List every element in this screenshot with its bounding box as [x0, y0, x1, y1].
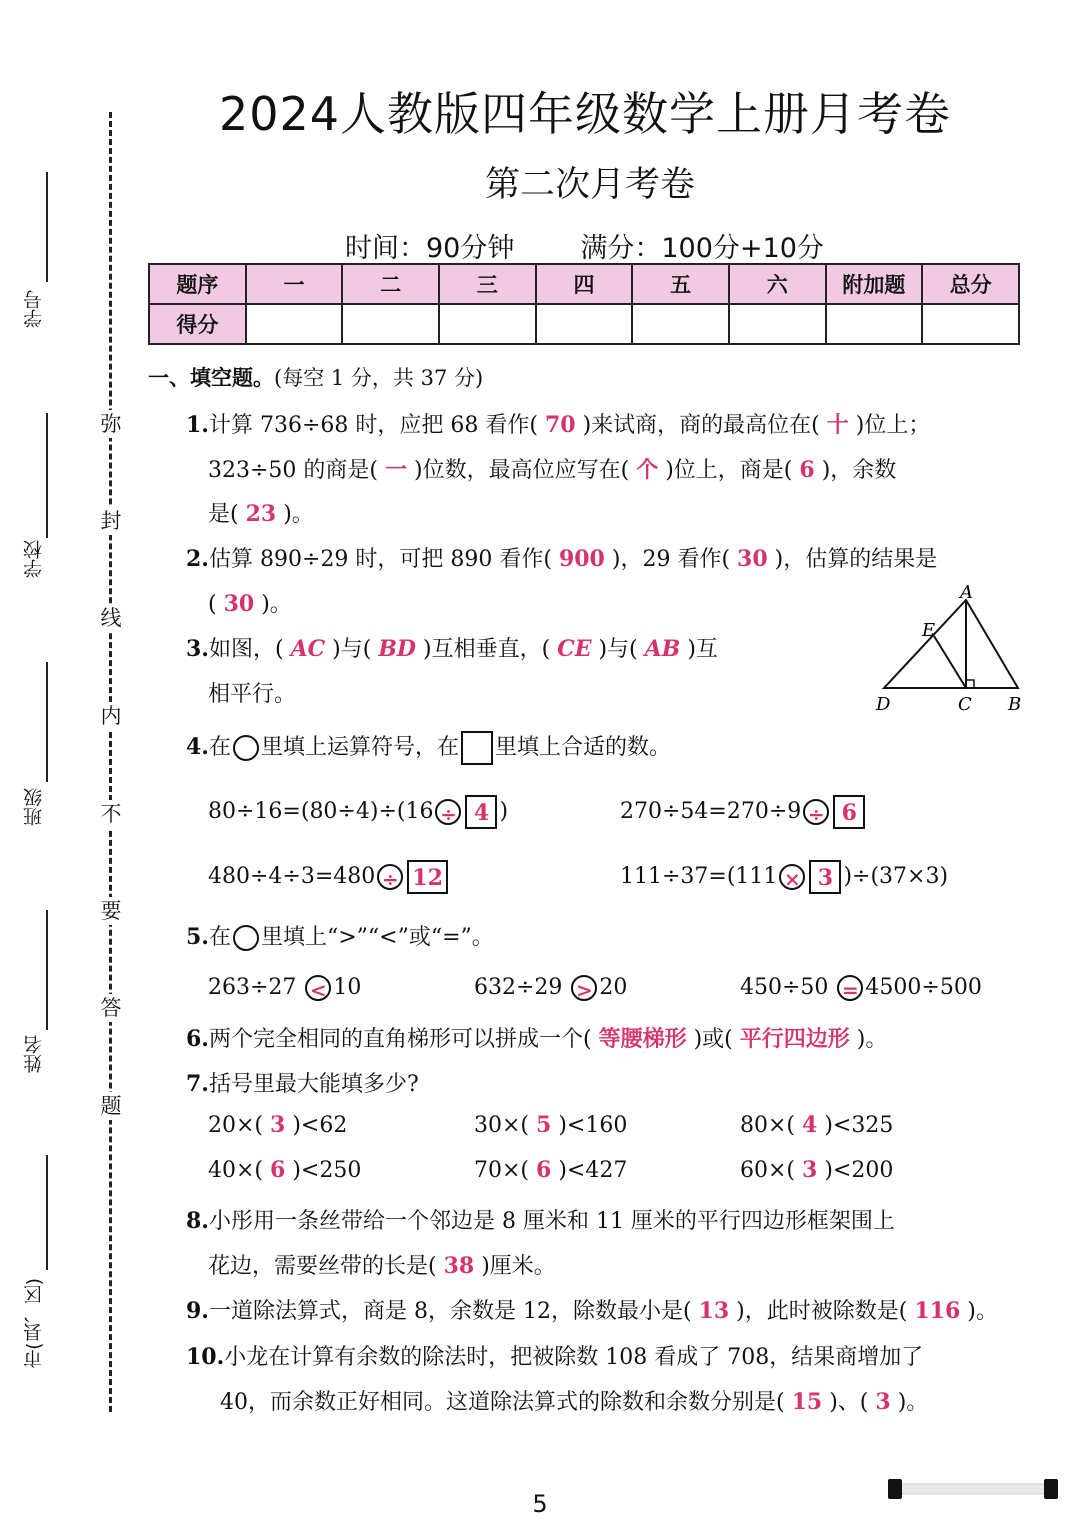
q7-post: )<160: [558, 1113, 628, 1138]
q3-text: )与(: [332, 637, 372, 662]
field-line-school: [46, 413, 48, 538]
exam-meta: [345, 226, 824, 265]
q5-cmp-2: [474, 975, 627, 1001]
field-label-name: 姓名: [23, 1035, 45, 1073]
q3-text: 相平行。: [208, 682, 297, 707]
score-cell[interactable]: [826, 304, 923, 344]
q5-expr: 20: [599, 975, 628, 1000]
score-cell[interactable]: [536, 304, 633, 344]
q7-pre: 20×(: [208, 1113, 264, 1138]
q2-text: )，29 看作(: [611, 547, 731, 572]
number-box[interactable]: 4: [465, 795, 497, 829]
q1-answer-5: 6: [799, 457, 815, 483]
q2-number: 2.: [186, 546, 209, 572]
q2-line-1: [186, 542, 937, 573]
q1-line-2: [208, 453, 896, 484]
q9-answer-1: 13: [698, 1298, 730, 1324]
page-subtitle: 第二次月考卷: [484, 165, 695, 205]
q6-text: 两个完全相同的直角梯形可以拼成一个(: [208, 1027, 592, 1052]
seal-char-5: 不: [97, 800, 125, 828]
score-header-cell: 六: [729, 264, 826, 304]
score-cell[interactable]: [439, 304, 536, 344]
q2-answer-1: 900: [558, 546, 605, 572]
q2-text: (: [208, 592, 217, 617]
q9-line-1: [186, 1294, 998, 1325]
q7-line-1: [186, 1067, 419, 1098]
q10-number: 10.: [186, 1344, 225, 1370]
field-line-name: [46, 910, 48, 1030]
q5-text: 在: [208, 925, 231, 950]
q4-expr: 480÷4÷3=480: [208, 864, 376, 889]
label-c: C: [958, 694, 972, 715]
score-table-score-row: [149, 304, 1019, 344]
q4-number: 4.: [186, 734, 209, 760]
score-header-cell: 题序: [149, 264, 246, 304]
q1-text: )。: [283, 502, 314, 527]
q7-text: 括号里最大能填多少?: [208, 1072, 419, 1097]
q5-line-1: [186, 920, 494, 951]
q2-line-2: [208, 587, 292, 618]
q7-post: )<200: [824, 1158, 894, 1183]
circle-icon: [233, 925, 259, 951]
q5-expr: 450÷50: [740, 975, 829, 1000]
q3-answer-4: AB: [644, 636, 681, 662]
q1-answer-6: 23: [245, 501, 277, 527]
q5-number: 5.: [186, 924, 209, 950]
q6-answer-2: 平行四边形: [739, 1026, 850, 1052]
operator-circle[interactable]: ×: [779, 864, 805, 890]
slider-handle-left[interactable]: [888, 1479, 902, 1499]
q8-text: )厘米。: [481, 1254, 556, 1279]
q1-text: 计算 736÷68 时，应把 68 看作(: [208, 413, 538, 438]
q2-answer-2: 30: [737, 546, 768, 572]
q5-expr: 632÷29: [474, 975, 563, 1000]
segment-ce: [934, 636, 966, 688]
score-cell[interactable]: [729, 304, 826, 344]
score-header-cell: 二: [342, 264, 439, 304]
q1-answer-4: 个: [636, 457, 659, 483]
seal-char-6: 要: [97, 897, 125, 925]
number-box[interactable]: 12: [407, 860, 448, 894]
q10-text: )、(: [829, 1390, 869, 1415]
q10-text: )。: [897, 1390, 929, 1415]
score-cell[interactable]: [922, 304, 1019, 344]
compare-circle[interactable]: >: [571, 975, 597, 1001]
q10-answer-2: 3: [875, 1389, 891, 1415]
q1-text: )来试商，商的最高位在(: [582, 413, 820, 438]
q9-text: )。: [967, 1299, 998, 1324]
q7-answer: 3: [802, 1157, 818, 1183]
q4-expr: ): [499, 799, 509, 824]
q7-post: )<250: [292, 1158, 362, 1183]
q7-number: 7.: [186, 1071, 209, 1097]
q6-line-1: [186, 1022, 887, 1053]
q6-number: 6.: [186, 1026, 209, 1052]
q9-answer-2: 116: [914, 1298, 961, 1324]
q1-line-1: [186, 408, 930, 439]
q4-line-1: [186, 730, 671, 765]
seal-char-7: 答: [97, 994, 125, 1022]
field-label-school: 学校: [23, 540, 45, 578]
q7-item: [474, 1157, 627, 1183]
q4-expr: 270÷54=270÷9: [620, 799, 802, 824]
q7-item: [740, 1112, 893, 1138]
q10-text: 小龙在计算有余数的除法时，把被除数 108 看成了 708，结果商增加了: [224, 1345, 924, 1370]
right-angle-mark: [966, 680, 974, 688]
seal-char-2: 封: [97, 507, 125, 535]
score-header-cell: 四: [536, 264, 633, 304]
q4-eq-2: [620, 795, 867, 829]
slider-handle-right[interactable]: [1044, 1479, 1058, 1499]
q7-item: [208, 1157, 361, 1183]
q2-text: )。: [261, 592, 292, 617]
image-viewer-slider[interactable]: [888, 1478, 1058, 1500]
score-table-header-row: [149, 264, 1019, 304]
q7-answer: 3: [270, 1112, 286, 1138]
circle-icon: [233, 735, 259, 761]
score-header-cell: 总分: [922, 264, 1019, 304]
score-header-cell: 五: [632, 264, 729, 304]
score-header-cell: 附加题: [826, 264, 923, 304]
binding-dashed-line: [109, 112, 112, 1412]
q1-text: )位上；: [855, 413, 931, 438]
q5-expr: 263÷27: [208, 975, 297, 1000]
q3-text: )互相垂直，(: [423, 637, 551, 662]
q3-text: 如图，(: [208, 637, 284, 662]
number-box[interactable]: 6: [833, 795, 865, 829]
page-title: 2024人教版四年级数学上册月考卷: [218, 87, 952, 141]
q2-answer-3: 30: [223, 591, 255, 617]
score-cell[interactable]: [342, 304, 439, 344]
q7-answer: 5: [536, 1112, 552, 1138]
slider-track: [890, 1484, 1056, 1494]
field-label-student-id: 学号: [23, 290, 45, 328]
q6-text: )。: [856, 1027, 888, 1052]
label-e: E: [922, 620, 936, 641]
section-title: 一、填空题。: [148, 366, 274, 390]
q1-text: )，余数: [821, 458, 897, 483]
q7-pre: 30×(: [474, 1113, 530, 1138]
q1-text: 323÷50 的商是(: [208, 458, 378, 483]
q5-cmp-3: [740, 975, 982, 1001]
q7-item: [740, 1157, 893, 1183]
q7-item: [208, 1112, 347, 1138]
q1-text: )位上，商是(: [665, 458, 793, 483]
q8-answer: 38: [443, 1253, 475, 1279]
q4-expr: 111÷37=(111: [620, 864, 778, 889]
seal-char-8: 题: [97, 1092, 125, 1120]
q7-answer: 6: [536, 1157, 552, 1183]
q7-answer: 4: [802, 1112, 818, 1138]
label-a: A: [960, 584, 973, 603]
square-icon: [461, 731, 493, 765]
section-heading: [148, 362, 483, 392]
q4-text: 里填上运算符号，在: [260, 735, 459, 760]
q5-expr: 10: [333, 975, 362, 1000]
q5-cmp-1: [208, 975, 361, 1001]
q7-post: )<62: [292, 1113, 348, 1138]
q10-answer-1: 15: [791, 1389, 823, 1415]
compare-circle[interactable]: =: [837, 975, 863, 1001]
q3-answer-2: BD: [378, 636, 417, 662]
q4-expr: 80÷16=(80÷4)÷(16: [208, 799, 434, 824]
q9-text: )，此时被除数是(: [736, 1299, 908, 1324]
triangle-abd: [884, 600, 1018, 688]
q7-post: )<325: [824, 1113, 894, 1138]
section-note: (每空 1 分，共 37 分): [274, 366, 484, 390]
q7-answer: 6: [270, 1157, 286, 1183]
q3-triangle-figure: [868, 584, 1028, 716]
q1-answer-2: 十: [826, 412, 849, 438]
q2-text: )，估算的结果是: [774, 547, 938, 572]
q3-line-2: [208, 677, 296, 708]
q9-number: 9.: [186, 1298, 209, 1324]
field-line-city: [46, 1155, 48, 1270]
q1-number: 1.: [186, 412, 209, 438]
q4-text: 在: [208, 735, 231, 760]
q1-answer-3: 一: [385, 457, 408, 483]
q1-line-3: [208, 497, 314, 528]
q1-text: )位数，最高位应写在(: [414, 458, 630, 483]
score-header-cell: 一: [246, 264, 343, 304]
label-b: B: [1008, 694, 1022, 715]
q8-line-1: [186, 1204, 895, 1235]
operator-circle[interactable]: ÷: [803, 799, 829, 825]
q10-line-2: [220, 1385, 928, 1416]
q5-text: 里填上“>”“<”或“=”。: [260, 925, 494, 950]
q8-text: 花边，需要丝带的长是(: [208, 1254, 437, 1279]
q4-eq-3: [208, 860, 450, 894]
q3-number: 3.: [186, 636, 209, 662]
compare-circle[interactable]: <: [305, 975, 331, 1001]
seal-char-4: 内: [97, 702, 125, 730]
q8-number: 8.: [186, 1208, 209, 1234]
page-number: 5: [532, 1490, 548, 1518]
q3-answer-3: CE: [557, 636, 592, 662]
score-header-cell: 三: [439, 264, 536, 304]
q7-item: [474, 1112, 627, 1138]
q7-pre: 40×(: [208, 1158, 264, 1183]
q7-pre: 70×(: [474, 1158, 530, 1183]
label-d: D: [876, 694, 891, 715]
field-label-class: 班级: [23, 788, 45, 826]
q3-text: )互: [687, 637, 718, 662]
seal-char-3: 线: [97, 604, 125, 632]
score-table: [148, 263, 1020, 345]
score-cell[interactable]: [246, 304, 343, 344]
q4-eq-4: [620, 860, 948, 894]
q8-text: 小彤用一条丝带给一个邻边是 8 厘米和 11 厘米的平行四边形框架围上: [208, 1209, 895, 1234]
score-cell[interactable]: [632, 304, 729, 344]
q3-line-1: [186, 632, 718, 663]
q7-post: )<427: [558, 1158, 628, 1183]
q3-text: )与(: [598, 637, 638, 662]
number-box[interactable]: 3: [809, 860, 841, 894]
field-label-city: 市(县、区): [23, 1278, 45, 1369]
q1-answer-1: 70: [544, 412, 576, 438]
field-line-class: [46, 662, 48, 782]
q6-answer-1: 等腰梯形: [598, 1026, 687, 1052]
q3-answer-1: AC: [290, 636, 326, 662]
q2-text: 估算 890÷29 时，可把 890 看作(: [208, 547, 552, 572]
q4-text: 里填上合适的数。: [495, 735, 672, 760]
q7-pre: 80×(: [740, 1113, 796, 1138]
q5-expr: 4500÷500: [865, 975, 982, 1000]
q8-line-2: [208, 1249, 556, 1280]
q10-text: 40，而余数正好相同。这道除法算式的除数和余数分别是(: [220, 1390, 785, 1415]
q4-eq-1: [208, 795, 508, 829]
q4-expr: )÷(37×3): [843, 864, 949, 889]
operator-circle[interactable]: ÷: [435, 799, 461, 825]
q6-text: )或(: [693, 1027, 733, 1052]
seal-char-1: 弥: [97, 410, 125, 438]
score-row-label: 得分: [149, 304, 246, 344]
exam-time: 时间：90分钟: [345, 233, 515, 264]
q7-pre: 60×(: [740, 1158, 796, 1183]
q10-line-1: [186, 1340, 923, 1371]
operator-circle[interactable]: ÷: [377, 864, 403, 890]
exam-full-score: 满分：100分+10分: [580, 233, 824, 264]
q1-text: 是(: [208, 502, 239, 527]
q9-text: 一道除法算式，商是 8，余数是 12，除数最小是(: [208, 1299, 692, 1324]
